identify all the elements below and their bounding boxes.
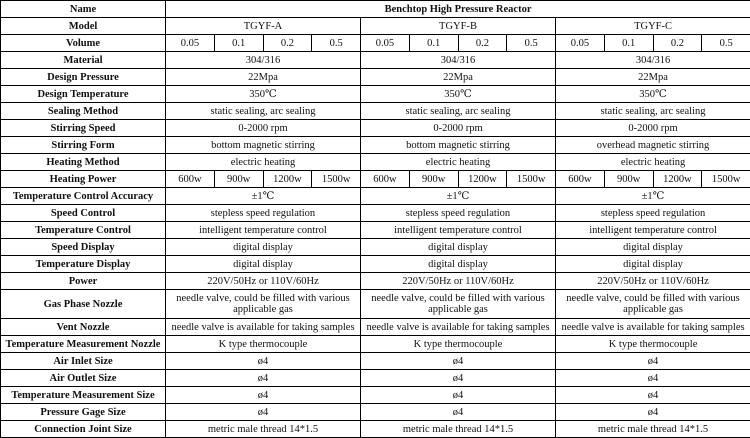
value-cell: ø4 [556, 404, 750, 421]
row-label: Power [1, 273, 166, 290]
value-cell: stepless speed regulation [556, 205, 750, 222]
table-title: Benchtop High Pressure Reactor [166, 1, 750, 18]
value-cell: 1200w [653, 171, 702, 188]
value-cell: digital display [361, 239, 556, 256]
row-label: Heating Power [1, 171, 166, 188]
value-cell: ø4 [556, 370, 750, 387]
value-cell: ±1℃ [556, 188, 750, 205]
value-cell: digital display [556, 239, 750, 256]
row-label: Air Outlet Size [1, 370, 166, 387]
table-row-material [1, 52, 750, 69]
value-cell: ø4 [166, 404, 361, 421]
value-cell: digital display [361, 256, 556, 273]
table-row-vent-nozzle [1, 319, 750, 336]
row-label: Speed Control [1, 205, 166, 222]
value-cell: needle valve, could be filled with various applicable gas [556, 290, 750, 319]
spec-table-body [1, 1, 750, 438]
value-cell: needle valve is available for taking samples [166, 319, 361, 336]
value-cell: 304/316 [361, 52, 556, 69]
value-cell: 600w [166, 171, 215, 188]
value-cell: 1500w [507, 171, 556, 188]
value-cell: needle valve is available for taking samples [361, 319, 556, 336]
row-label: Sealing Method [1, 103, 166, 120]
table-row-speed-control [1, 205, 750, 222]
table-row-design-temperature [1, 86, 750, 103]
value-cell: 0.1 [214, 35, 263, 52]
value-cell: 0.2 [458, 35, 507, 52]
value-cell: bottom magnetic stirring [361, 137, 556, 154]
value-cell: digital display [166, 256, 361, 273]
value-cell: 0.05 [361, 35, 410, 52]
row-label: Vent Nozzle [1, 319, 166, 336]
model-name-cell: TGYF-C [556, 18, 750, 35]
row-label: Temperature Measurement Nozzle [1, 336, 166, 353]
value-cell: 0.2 [653, 35, 702, 52]
value-cell: stepless speed regulation [166, 205, 361, 222]
table-row-gas-phase-nozzle [1, 290, 750, 319]
value-cell: 1500w [312, 171, 361, 188]
table-row-design-pressure [1, 69, 750, 86]
value-cell: 600w [361, 171, 410, 188]
value-cell: ø4 [556, 387, 750, 404]
row-label: Stirring Speed [1, 120, 166, 137]
table-row-temperature-display [1, 256, 750, 273]
value-cell: 1200w [263, 171, 312, 188]
value-cell: 350℃ [361, 86, 556, 103]
value-cell: ø4 [166, 370, 361, 387]
row-label: Design Pressure [1, 69, 166, 86]
table-row-power [1, 273, 750, 290]
row-label: Connection Joint Size [1, 421, 166, 438]
model-name-cell: TGYF-A [166, 18, 361, 35]
value-cell: bottom magnetic stirring [166, 137, 361, 154]
value-cell: 0.5 [312, 35, 361, 52]
value-cell: needle valve, could be filled with various applicable gas [166, 290, 361, 319]
row-label: Temperature Control [1, 222, 166, 239]
value-cell: K type thermocouple [166, 336, 361, 353]
row-label: Temperature Display [1, 256, 166, 273]
row-label: Gas Phase Nozzle [1, 290, 166, 319]
table-row-pressure-gage-size [1, 404, 750, 421]
table-row-volume [1, 35, 750, 52]
table-row-temperature-measurement-size [1, 387, 750, 404]
value-cell: 900w [604, 171, 653, 188]
row-label: Temperature Measurement Size [1, 387, 166, 404]
value-cell: 1200w [458, 171, 507, 188]
row-label: Stirring Form [1, 137, 166, 154]
value-cell: 22Mpa [166, 69, 361, 86]
value-cell: 600w [556, 171, 605, 188]
value-cell: 0.5 [702, 35, 750, 52]
row-label: Design Temperature [1, 86, 166, 103]
value-cell: 0.05 [556, 35, 605, 52]
value-cell: needle valve is available for taking samples [556, 319, 750, 336]
value-cell: ±1℃ [166, 188, 361, 205]
row-label: Model [1, 18, 166, 35]
row-label: Temperature Control Accuracy [1, 188, 166, 205]
model-name-cell: TGYF-B [361, 18, 556, 35]
value-cell: 304/316 [166, 52, 361, 69]
value-cell: 0.1 [604, 35, 653, 52]
value-cell: 0-2000 rpm [361, 120, 556, 137]
value-cell: 0.5 [507, 35, 556, 52]
value-cell: digital display [556, 256, 750, 273]
row-label: Material [1, 52, 166, 69]
value-cell: intelligent temperature control [166, 222, 361, 239]
row-label: Volume [1, 35, 166, 52]
value-cell: ø4 [166, 353, 361, 370]
table-row-air-inlet-size [1, 353, 750, 370]
value-cell: 900w [409, 171, 458, 188]
table-row-temperature-control [1, 222, 750, 239]
value-cell: intelligent temperature control [361, 222, 556, 239]
table-row-sealing-method [1, 103, 750, 120]
value-cell: 350℃ [166, 86, 361, 103]
value-cell: intelligent temperature control [556, 222, 750, 239]
value-cell: 0-2000 rpm [166, 120, 361, 137]
value-cell: ø4 [166, 387, 361, 404]
value-cell: ø4 [361, 387, 556, 404]
value-cell: 22Mpa [361, 69, 556, 86]
value-cell: digital display [166, 239, 361, 256]
value-cell: static sealing, arc sealing [556, 103, 750, 120]
value-cell: metric male thread 14*1.5 [556, 421, 750, 438]
value-cell: electric heating [556, 154, 750, 171]
name-header-cell: Name [1, 1, 166, 18]
value-cell: needle valve, could be filled with various applicable gas [361, 290, 556, 319]
value-cell: 0-2000 rpm [556, 120, 750, 137]
table-row-heating-method [1, 154, 750, 171]
row-label: Speed Display [1, 239, 166, 256]
value-cell: metric male thread 14*1.5 [166, 421, 361, 438]
table-row-temperature-measurement-nozzle [1, 336, 750, 353]
row-label: Air Inlet Size [1, 353, 166, 370]
value-cell: static sealing, arc sealing [166, 103, 361, 120]
value-cell: electric heating [361, 154, 556, 171]
value-cell: 0.05 [166, 35, 215, 52]
value-cell: static sealing, arc sealing [361, 103, 556, 120]
value-cell: ø4 [361, 353, 556, 370]
value-cell: ø4 [361, 370, 556, 387]
value-cell: 220V/50Hz or 110V/60Hz [556, 273, 750, 290]
row-label: Heating Method [1, 154, 166, 171]
value-cell: 220V/50Hz or 110V/60Hz [361, 273, 556, 290]
table-row-stirring-speed [1, 120, 750, 137]
value-cell: overhead magnetic stirring [556, 137, 750, 154]
row-label: Pressure Gage Size [1, 404, 166, 421]
value-cell: stepless speed regulation [361, 205, 556, 222]
value-cell: metric male thread 14*1.5 [361, 421, 556, 438]
table-row-model [1, 18, 750, 35]
value-cell: 350℃ [556, 86, 750, 103]
table-row-heating-power [1, 171, 750, 188]
value-cell: 22Mpa [556, 69, 750, 86]
table-row-temperature-control-accuracy [1, 188, 750, 205]
table-row-air-outlet-size [1, 370, 750, 387]
value-cell: 0.2 [263, 35, 312, 52]
value-cell: K type thermocouple [361, 336, 556, 353]
value-cell: K type thermocouple [556, 336, 750, 353]
value-cell: 1500w [702, 171, 750, 188]
table-row-stirring-form [1, 137, 750, 154]
value-cell: 220V/50Hz or 110V/60Hz [166, 273, 361, 290]
header-row [1, 1, 750, 18]
table-row-speed-display [1, 239, 750, 256]
value-cell: ±1℃ [361, 188, 556, 205]
value-cell: 304/316 [556, 52, 750, 69]
value-cell: ø4 [556, 353, 750, 370]
value-cell: 0.1 [409, 35, 458, 52]
value-cell: 900w [214, 171, 263, 188]
value-cell: electric heating [166, 154, 361, 171]
value-cell: ø4 [361, 404, 556, 421]
